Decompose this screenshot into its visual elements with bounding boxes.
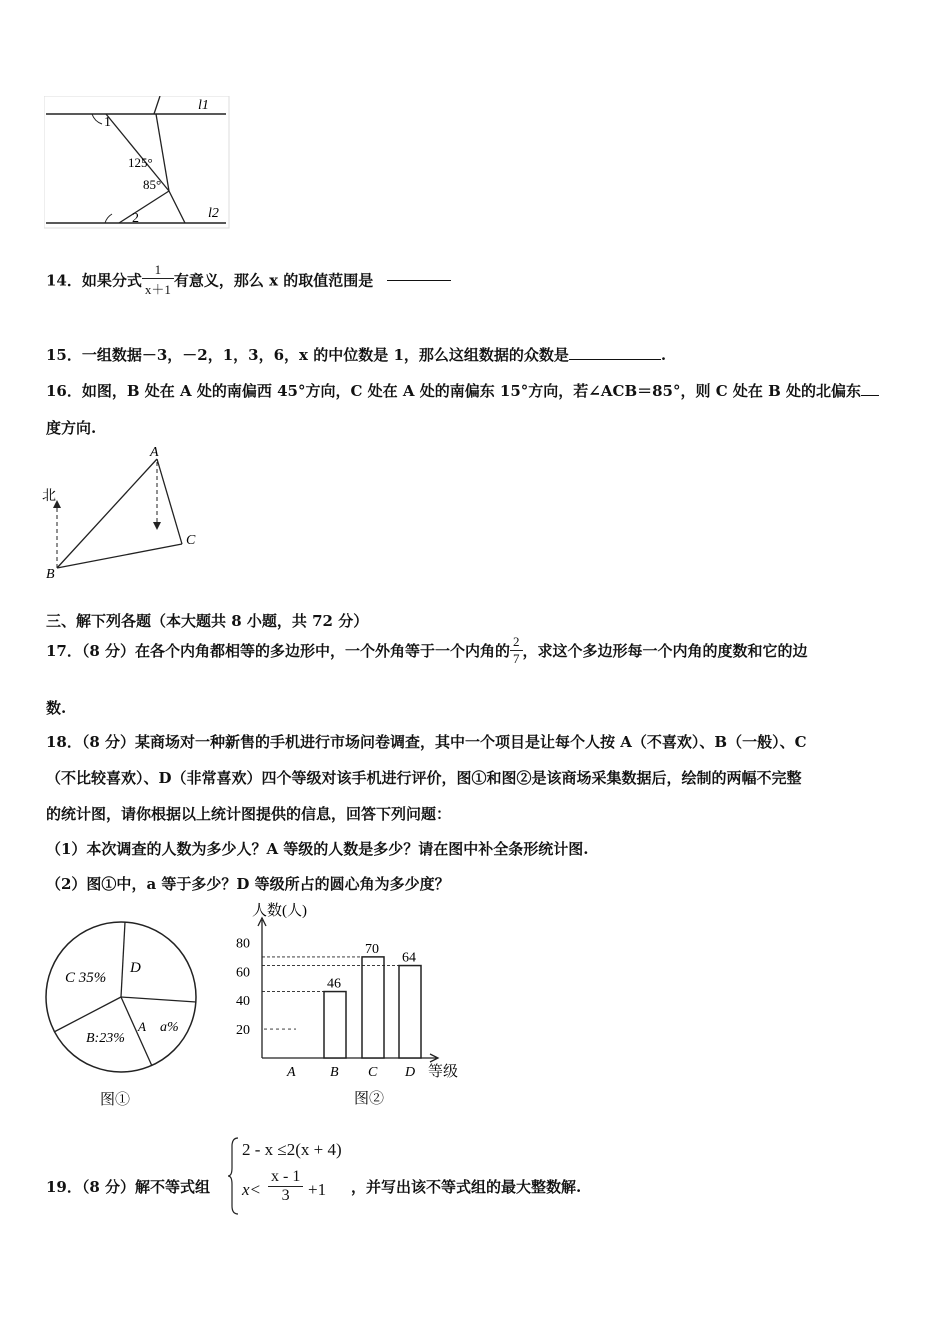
x-tick-label: C (368, 1065, 378, 1080)
q19-ineq2-left: x< (242, 1180, 262, 1199)
bar (399, 966, 421, 1058)
line-l1-label: l1 (198, 98, 209, 113)
q16-answer-blank[interactable] (861, 395, 879, 396)
pie-label-apct: a% (160, 1020, 179, 1035)
q19-frac-num: x - 1 (268, 1168, 303, 1187)
q14-answer-blank[interactable] (387, 280, 451, 281)
section-3-title: 三、解下列各题（本大题共 8 小题，共 72 分） (46, 612, 369, 630)
bar-value-label: 46 (327, 976, 341, 992)
y-tick-label: 20 (236, 1023, 250, 1039)
angle-125-label: 125° (128, 155, 153, 170)
question-18-line2: （不比较喜欢）、D（非常喜欢）四个等级对该手机进行评价，图①和图②是该商场采集数据后，绘制的两幅不完整 (46, 769, 802, 787)
q15-answer-blank[interactable] (569, 359, 661, 360)
line-l2-label: l2 (208, 206, 219, 221)
q19-prefix: 19．（8 分）解不等式组 (46, 1178, 211, 1196)
direction-figure (40, 440, 210, 585)
y-axis-title: 人数(人) (252, 903, 307, 919)
question-16-line1 (46, 380, 879, 401)
q19-frac-den: 3 (281, 1187, 290, 1204)
pie-label-a: A (138, 1019, 146, 1034)
q17-text-after: ，求这个多边形每一个内角的度数和它的边 (522, 642, 808, 660)
question-14 (46, 262, 451, 298)
point-b-label: B (46, 567, 55, 582)
y-tick-label: 60 (236, 965, 250, 981)
north-label: 北 (42, 489, 56, 504)
x-tick-label: B (330, 1065, 339, 1080)
question-18-sub1: （1）本次调查的人数为多少人？A 等级的人数是多少？请在图中补全条形统计图. (46, 840, 589, 858)
q14-text-before: 14．如果分式 (46, 271, 142, 290)
question-17-line2: 数. (46, 699, 67, 717)
pie-caption: 图① (100, 1092, 131, 1108)
question-17 (46, 634, 808, 667)
bar-value-label: 64 (402, 950, 416, 966)
q17-fraction (510, 634, 523, 667)
question-16-line2: 度方向. (46, 419, 97, 437)
angle-2-label: 2 (132, 211, 139, 226)
q19-suffix: ，并写出该不等式组的最大整数解. (351, 1178, 582, 1196)
q14-text-after: 有意义，那么 x 的取值范围是 (173, 271, 374, 290)
x-tick-label: D (405, 1065, 416, 1080)
point-a-label: A (150, 445, 159, 460)
q14-fraction (142, 262, 174, 298)
bar (362, 957, 384, 1058)
q16-line1: 16．如图，B 处在 A 处的南偏西 45°方向，C 处在 A 处的南偏东 15°方向，若∠ACB＝85°，则 C 处在 B 处的北偏东 (46, 382, 861, 400)
pie-chart-figure (40, 906, 210, 1111)
question-18-sub2: （2）图①中，a 等于多少？D 等级所占的圆心角为多少度？ (46, 875, 450, 893)
pie-label-c: C 35% (65, 970, 107, 986)
pie-label-b: B:23% (86, 1031, 125, 1046)
pie-label-d: D (130, 960, 141, 976)
x-tick-label: A (287, 1065, 296, 1080)
q17-frac-num: 2 (510, 634, 523, 651)
parallel-lines-figure (44, 96, 234, 231)
question-18-line3: 的统计图，请你根据以上统计图提供的信息，回答下列问题： (46, 805, 452, 823)
q19-ineq1: 2 - x ≤2(x + 4) (242, 1140, 342, 1159)
y-tick-label: 40 (236, 994, 250, 1010)
point-c-label: C (186, 533, 196, 548)
x-axis-title: 等级 (428, 1064, 459, 1080)
bar (324, 992, 346, 1058)
bar-value-label: 70 (365, 941, 379, 957)
angle-85-label: 85° (143, 177, 162, 192)
chart-caption: 图② (354, 1091, 385, 1107)
q19-fraction (268, 1168, 303, 1205)
q14-frac-num: 1 (142, 262, 174, 279)
q17-frac-den: 7 (513, 651, 520, 666)
angle-1-label: 1 (104, 115, 111, 130)
y-tick-label: 80 (236, 936, 250, 952)
q19-brace (228, 1136, 240, 1216)
q17-text-before: 17．（8 分）在各个内角都相等的多边形中，一个外角等于一个内角的 (46, 642, 511, 660)
q14-frac-den: x＋1 (144, 282, 171, 297)
q15-end: . (660, 346, 667, 364)
question-15 (46, 344, 666, 365)
bar-chart-figure (232, 898, 468, 1111)
question-18-line1: 18．（8 分）某商场对一种新售的手机进行市场问卷调查，其中一个项目是让每个人按 A（不喜欢）、B（一般）、C (46, 733, 807, 751)
q19-ineq2-right: +1 (308, 1180, 327, 1199)
question-19 (46, 1136, 926, 1216)
q15-text: 15．一组数据－3，－2，1，3，6，x 的中位数是 1，那么这组数据的众数是 (46, 346, 569, 364)
